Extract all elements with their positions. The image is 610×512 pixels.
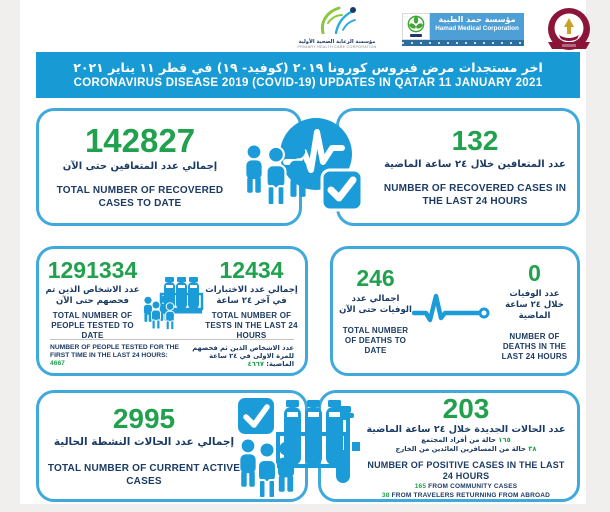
first-time-tested-en bbox=[50, 344, 184, 368]
title-bar bbox=[36, 52, 580, 98]
tested-total-block bbox=[45, 258, 140, 341]
phcc-logo bbox=[276, 6, 398, 54]
hmc-banner bbox=[430, 13, 524, 40]
moph-seal-icon bbox=[540, 4, 598, 58]
positive-community-ar-value: ١٦٥ bbox=[498, 436, 511, 444]
deaths-total-label-en: TOTAL NUMBER OF DEATHS TO DATE bbox=[342, 326, 409, 355]
heartbeat-flatline-icon bbox=[412, 289, 498, 334]
recovered-24h-label-en: NUMBER OF RECOVERED CASES IN THE LAST 24 HOURS bbox=[383, 183, 567, 207]
tests-24h-value: 12434 bbox=[219, 257, 284, 283]
hmc-tagline-strip bbox=[402, 40, 524, 46]
recovered-24h-panel bbox=[336, 108, 580, 226]
positive-community-en-text: FROM COMMUNITY CASES bbox=[428, 483, 518, 490]
title-arabic: اخر مستجدات مرض فيروس كورونا ٢٠١٩ (كوفيد- ١٩) في قطر ١١ يناير ٢٠٢١ bbox=[73, 59, 543, 75]
first-time-tested-ar bbox=[192, 344, 294, 368]
first-time-tested-en-text: NUMBER OF PEOPLE TESTED FOR THE FIRST TIME IN THE LAST 24 HOURS: bbox=[50, 344, 179, 359]
positive-travelers-ar bbox=[395, 445, 536, 454]
first-time-tested-ar-value: ٤٦٦٧ bbox=[247, 360, 264, 368]
active-cases-icon bbox=[232, 392, 350, 507]
active-total-value: 2995 bbox=[112, 403, 176, 434]
positive-travelers-en-value: 38 bbox=[381, 492, 390, 499]
deaths-24h-value: 0 bbox=[528, 259, 541, 286]
tests-24h-block bbox=[204, 258, 299, 341]
first-time-tested-footnote bbox=[50, 339, 294, 368]
recovered-icon bbox=[238, 112, 364, 225]
first-time-tested-ar-text: عدد الاشخاص الذين تم فحصهم للمرة الاولى في ٢٤ ساعة الماضية: bbox=[192, 344, 294, 368]
phcc-mark-icon bbox=[313, 6, 361, 34]
positive-travelers-ar-text: حالة من المسافرين العائدين من الخارج bbox=[395, 445, 526, 453]
tested-total-label-en: TOTAL NUMBER OF PEOPLE TESTED TO DATE bbox=[51, 311, 134, 340]
active-total-label-ar: إجمالي عدد الحالات النشطة الحالية bbox=[53, 436, 235, 448]
positive-travelers-en-text: FROM TRAVELERS RETURNING FROM ABROAD bbox=[391, 492, 551, 499]
phcc-name-english: PRIMARY HEALTH CARE CORPORATION bbox=[297, 45, 377, 49]
deaths-24h-label-ar: عدد الوفيات خلال ٢٤ ساعة الماضية bbox=[505, 288, 564, 321]
first-time-tested-en-value: 4667 bbox=[50, 360, 65, 367]
tested-total-label-ar: عدد الاشخاص الذين تم فحصهم حتى الآن bbox=[45, 285, 140, 306]
positive-community-ar-text: حالة من أفراد المجتمع bbox=[421, 436, 496, 444]
recovered-total-label-ar: إجمالي عدد المتعافين حتى الآن bbox=[62, 161, 218, 172]
active-total-label-en: TOTAL NUMBER OF CURRENT ACTIVE CASES bbox=[47, 463, 241, 487]
positive-24h-label-en: NUMBER OF POSITIVE CASES IN THE LAST 24 HOURS bbox=[367, 460, 565, 481]
positive-travelers-en bbox=[382, 491, 550, 500]
hmc-name-english: Hamad Medical Corporation bbox=[435, 25, 519, 32]
deaths-total-label-ar: اجمالي عدد الوفيات حتى الآن bbox=[339, 294, 412, 315]
hmc-logo bbox=[402, 13, 524, 46]
testing-panel bbox=[36, 246, 308, 376]
hmc-trefoil-icon bbox=[407, 15, 425, 33]
positive-community-en-value: 165 bbox=[414, 483, 427, 490]
positive-24h-value: 203 bbox=[442, 393, 490, 424]
hmc-emblem-box bbox=[402, 13, 430, 40]
recovered-total-value: 142827 bbox=[84, 122, 196, 159]
positive-community-en bbox=[415, 482, 518, 491]
title-english: CORONAVIRUS DISEASE 2019 (COVID-19) UPDATES IN QATAR 11 JANUARY 2021 bbox=[73, 76, 543, 89]
deaths-total-block bbox=[339, 266, 412, 356]
hmc-name-arabic: مؤسسة حمد الطبية bbox=[438, 15, 516, 24]
test-tubes-people-icon bbox=[140, 272, 204, 335]
tests-24h-label-en: TOTAL NUMBER OF TESTS IN THE LAST 24 HOURS bbox=[205, 311, 298, 340]
positive-travelers-ar-value: ٣٨ bbox=[528, 445, 537, 453]
tested-total-value: 1291334 bbox=[47, 257, 138, 283]
deaths-panel bbox=[330, 246, 580, 376]
deaths-total-value: 246 bbox=[356, 265, 395, 291]
moph-emblem bbox=[540, 4, 598, 58]
positive-cases-panel bbox=[318, 390, 580, 502]
deaths-24h-block bbox=[498, 261, 571, 362]
recovered-24h-value: 132 bbox=[451, 125, 499, 156]
positive-24h-label-ar: عدد الحالات الجديدة خلال ٢٤ ساعة الماضية bbox=[366, 424, 566, 435]
tests-24h-label-ar: إجمالي عدد الاختبارات في آخر ٢٤ ساعة bbox=[205, 285, 298, 306]
recovered-24h-label-ar: عدد المتعافين خلال ٢٤ ساعة الماضية bbox=[384, 159, 566, 170]
hmc-box-text-mark bbox=[407, 33, 425, 38]
deaths-24h-label-en: NUMBER OF DEATHS IN THE LAST 24 HOURS bbox=[501, 331, 568, 361]
positive-community-ar bbox=[421, 436, 511, 445]
phcc-name-arabic: مؤسسة الرعاية الصحية الأولية bbox=[298, 39, 376, 45]
recovered-total-label-en: TOTAL NUMBER OF RECOVERED CASES TO DATE bbox=[56, 185, 224, 209]
